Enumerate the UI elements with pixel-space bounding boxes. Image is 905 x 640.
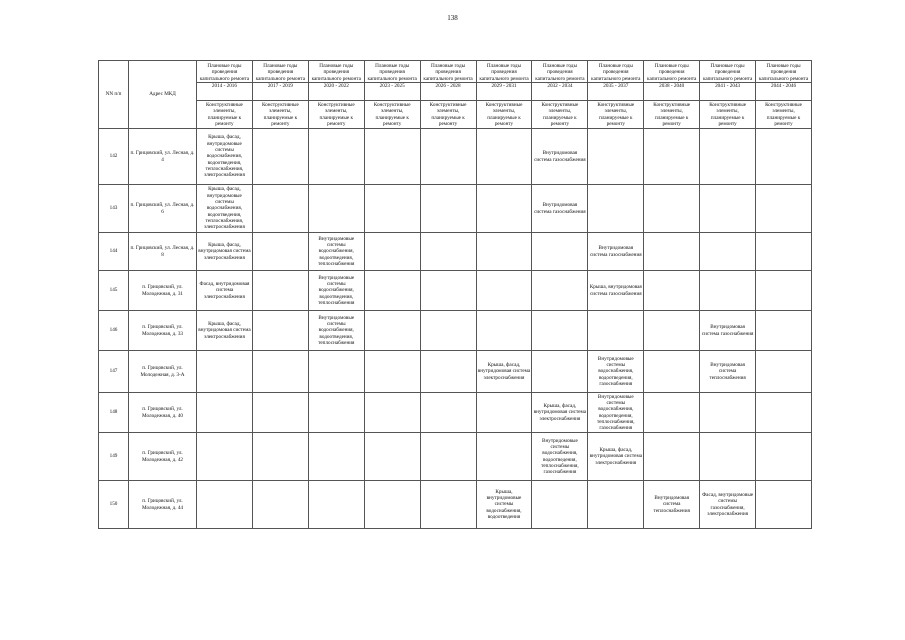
repair-cell	[308, 393, 364, 433]
repair-cell	[476, 185, 532, 233]
table-row	[99, 433, 812, 481]
elements-header: Конструктивные элементы, планируемые к ремонту	[700, 101, 756, 129]
repair-cell: Внутридомовые системы водоснабжения, водоотведения, теплоснабжения, газоснабжения	[532, 433, 588, 481]
repair-plan-table	[98, 60, 812, 529]
repair-cell	[420, 433, 476, 481]
period-years: 2041 - 2043	[700, 82, 755, 89]
elements-header: Конструктивные элементы, планируемые к ремонту	[588, 101, 644, 129]
elements-header: Конструктивные элементы, планируемые к ремонту	[364, 101, 420, 129]
repair-cell	[364, 129, 420, 185]
repair-cell	[588, 311, 644, 351]
row-address: п. Грицовский, ул. Молодежная, д. 3-А	[129, 351, 197, 393]
row-number: 145	[99, 271, 129, 311]
repair-cell	[252, 481, 308, 529]
repair-cell	[476, 311, 532, 351]
repair-cell	[420, 271, 476, 311]
repair-cell	[644, 129, 700, 185]
repair-cell	[364, 271, 420, 311]
period-header	[476, 61, 532, 101]
repair-cell: Внутридомовые системы водоснабжения, водоотведения, газоснабжения	[588, 351, 644, 393]
period-years: 2020 - 2022	[309, 82, 364, 89]
repair-cell: Крыша, фасад, внутридомовые системы водоснабжения, водоотведения, теплоснабжения, электроснабжения	[197, 129, 253, 185]
plan-years-label: Плановые годы проведения капитального ремонта	[702, 63, 753, 82]
plan-years-label: Плановые годы проведения капитального ремонта	[647, 63, 697, 82]
row-address: п. Грицовский, ул. Лесная, д. 4	[129, 129, 197, 185]
repair-cell	[308, 185, 364, 233]
repair-cell	[420, 351, 476, 393]
repair-cell	[588, 129, 644, 185]
period-header	[644, 61, 700, 101]
repair-cell	[308, 351, 364, 393]
plan-years-label: Плановые годы проведения капитального ремонта	[535, 63, 585, 82]
row-address: п. Грицовский, ул. Молодежная, д. 33	[129, 311, 197, 351]
elements-header: Конструктивные элементы, планируемые к ремонту	[476, 101, 532, 129]
period-years: 2017 - 2019	[253, 82, 308, 89]
period-header	[756, 61, 812, 101]
repair-cell	[756, 481, 812, 529]
repair-cell: Крыша, фасад, внутридомовая система электроснабжения	[532, 393, 588, 433]
repair-cell	[476, 393, 532, 433]
repair-cell: Крыша, внутридомовая система газоснабжения	[588, 271, 644, 311]
repair-cell	[644, 311, 700, 351]
elements-header: Конструктивные элементы, планируемые к ремонту	[197, 101, 253, 129]
repair-cell	[308, 433, 364, 481]
page-number: 138	[447, 14, 458, 22]
table-row	[99, 233, 812, 271]
repair-cell: Крыша, внутридомовые системы водоснабжения, водоотведения	[476, 481, 532, 529]
repair-cell	[252, 129, 308, 185]
table-row	[99, 185, 812, 233]
repair-cell	[197, 481, 253, 529]
repair-cell: Крыша, фасад, внутридомовая система электроснабжения	[588, 433, 644, 481]
table-row	[99, 351, 812, 393]
repair-cell	[420, 311, 476, 351]
repair-cell	[756, 351, 812, 393]
repair-cell	[644, 271, 700, 311]
repair-cell	[364, 393, 420, 433]
plan-years-label: Плановые годы проведения капитального ремонта	[367, 63, 417, 82]
row-number: 147	[99, 351, 129, 393]
table-row	[99, 393, 812, 433]
period-years: 2023 - 2025	[365, 82, 420, 89]
repair-cell	[532, 351, 588, 393]
repair-cell	[588, 481, 644, 529]
repair-cell	[756, 393, 812, 433]
repair-cell	[252, 393, 308, 433]
row-address: п. Грицовский, ул. Молодежная, д. 31	[129, 271, 197, 311]
period-years: 2014 - 2016	[197, 82, 252, 89]
period-years: 2038 - 2040	[644, 82, 699, 89]
period-header	[252, 61, 308, 101]
period-years: 2026 - 2028	[421, 82, 476, 89]
repair-cell	[756, 433, 812, 481]
plan-years-label: Плановые годы проведения капитального ремонта	[199, 63, 250, 82]
row-address: п. Грицовский, ул. Молодежная, д. 40	[129, 393, 197, 433]
repair-cell	[197, 351, 253, 393]
repair-cell	[252, 233, 308, 271]
row-number: 144	[99, 233, 129, 271]
repair-cell	[420, 129, 476, 185]
plan-years-label: Плановые годы проведения капитального ремонта	[311, 63, 361, 82]
repair-cell	[364, 233, 420, 271]
period-header	[700, 61, 756, 101]
repair-cell	[532, 481, 588, 529]
repair-cell: Внутридомовая система газоснабжения	[700, 311, 756, 351]
repair-cell	[197, 393, 253, 433]
elements-header: Конструктивные элементы, планируемые к ремонту	[756, 101, 812, 129]
repair-cell	[476, 271, 532, 311]
repair-cell	[532, 311, 588, 351]
repair-cell	[756, 311, 812, 351]
row-address: п. Грицовский, ул. Молодежная, д. 42	[129, 433, 197, 481]
repair-cell	[420, 481, 476, 529]
repair-cell	[644, 351, 700, 393]
repair-cell: Внутридомовые системы водоснабжения, водоотведения, теплоснабжения, газоснабжения	[588, 393, 644, 433]
elements-header: Конструктивные элементы, планируемые к ремонту	[308, 101, 364, 129]
plan-years-label: Плановые годы проведения капитального ремонта	[255, 63, 306, 82]
table-row	[99, 481, 812, 529]
repair-cell	[476, 129, 532, 185]
repair-cell	[756, 233, 812, 271]
repair-cell: Внутридомовая система теплоснабжения	[644, 481, 700, 529]
repair-cell	[364, 311, 420, 351]
repair-cell	[420, 393, 476, 433]
repair-cell	[420, 233, 476, 271]
repair-cell: Внутридомовая система газоснабжения	[532, 129, 588, 185]
repair-cell	[756, 271, 812, 311]
repair-cell	[252, 185, 308, 233]
repair-cell	[476, 433, 532, 481]
row-number: 150	[99, 481, 129, 529]
row-address: п. Грицовский, ул. Лесная, д. 6	[129, 185, 197, 233]
repair-cell: Внутридомовые системы водоснабжения, водоотведения, теплоснабжения	[308, 311, 364, 351]
row-address: п. Грицовский, ул. Молодежная, д. 44	[129, 481, 197, 529]
repair-cell	[364, 433, 420, 481]
elements-header: Конструктивные элементы, планируемые к ремонту	[420, 101, 476, 129]
repair-cell	[756, 185, 812, 233]
row-address: п. Грицовский, ул. Лесная, д. 8	[129, 233, 197, 271]
repair-cell	[252, 271, 308, 311]
row-number: 142	[99, 129, 129, 185]
repair-cell	[700, 433, 756, 481]
period-header	[197, 61, 253, 101]
repair-cell	[252, 311, 308, 351]
row-number: 148	[99, 393, 129, 433]
repair-cell	[252, 351, 308, 393]
repair-cell: Внутридомовые системы водоснабжения, водоотведения, теплоснабжения	[308, 271, 364, 311]
plan-years-label: Плановые годы проведения капитального ремонта	[423, 63, 473, 82]
repair-cell	[197, 433, 253, 481]
repair-cell	[252, 433, 308, 481]
repair-cell	[644, 433, 700, 481]
repair-cell: Фасад, внутридомовая система электроснабжения	[197, 271, 253, 311]
repair-cell	[364, 185, 420, 233]
table-row	[99, 271, 812, 311]
plan-years-label: Плановые годы проведения капитального ремонта	[758, 63, 809, 82]
period-header	[308, 61, 364, 101]
repair-cell	[756, 129, 812, 185]
period-years: 2044 - 2046	[756, 82, 811, 89]
period-years: 2032 - 2034	[532, 82, 587, 89]
period-header	[532, 61, 588, 101]
elements-header: Конструктивные элементы, планируемые к ремонту	[532, 101, 588, 129]
repair-cell: Фасад, внутридомовые системы газоснабжения, электроснабжения	[700, 481, 756, 529]
repair-cell	[700, 271, 756, 311]
row-number: 149	[99, 433, 129, 481]
repair-cell	[588, 185, 644, 233]
period-years: 2029 - 2031	[477, 82, 532, 89]
elements-header: Конструктивные элементы, планируемые к ремонту	[644, 101, 700, 129]
repair-cell	[308, 129, 364, 185]
table-row	[99, 311, 812, 351]
repair-cell	[700, 129, 756, 185]
repair-cell	[532, 233, 588, 271]
repair-cell	[420, 185, 476, 233]
repair-cell: Внутридомовая система теплоснабжения	[700, 351, 756, 393]
period-header	[420, 61, 476, 101]
repair-cell	[532, 271, 588, 311]
repair-cell	[700, 233, 756, 271]
repair-cell: Внутридомовые системы водоснабжения, водоотведения, теплоснабжения	[308, 233, 364, 271]
repair-cell	[644, 233, 700, 271]
plan-years-label: Плановые годы проведения капитального ремонта	[479, 63, 529, 82]
plan-years-label: Плановые годы проведения капитального ремонта	[591, 63, 641, 82]
repair-cell	[308, 481, 364, 529]
repair-cell	[700, 185, 756, 233]
row-number: 146	[99, 311, 129, 351]
period-header	[588, 61, 644, 101]
nn-header: NN п/п	[99, 61, 129, 129]
repair-cell: Внутридомовая система газоснабжения	[532, 185, 588, 233]
table-row	[99, 129, 812, 185]
repair-cell: Внутридомовая система газоснабжения	[588, 233, 644, 271]
repair-cell: Крыша, фасад, внутридомовые системы водоснабжения, водоотведения, теплоснабжения, электроснабжения	[197, 185, 253, 233]
repair-cell	[364, 351, 420, 393]
repair-cell	[644, 393, 700, 433]
row-number: 143	[99, 185, 129, 233]
repair-cell: Крыша, фасад, внутридомовая система электроснабжения	[197, 311, 253, 351]
period-years: 2035 - 2037	[588, 82, 643, 89]
elements-header: Конструктивные элементы, планируемые к ремонту	[252, 101, 308, 129]
repair-cell	[700, 393, 756, 433]
period-header	[364, 61, 420, 101]
address-header: Адрес МКД	[129, 61, 197, 129]
repair-cell	[476, 233, 532, 271]
repair-cell	[364, 481, 420, 529]
repair-cell	[644, 185, 700, 233]
repair-cell: Крыша, фасад, внутридомовая система электроснабжения	[476, 351, 532, 393]
repair-cell: Крыша, фасад, внутридомовая система электроснабжения	[197, 233, 253, 271]
